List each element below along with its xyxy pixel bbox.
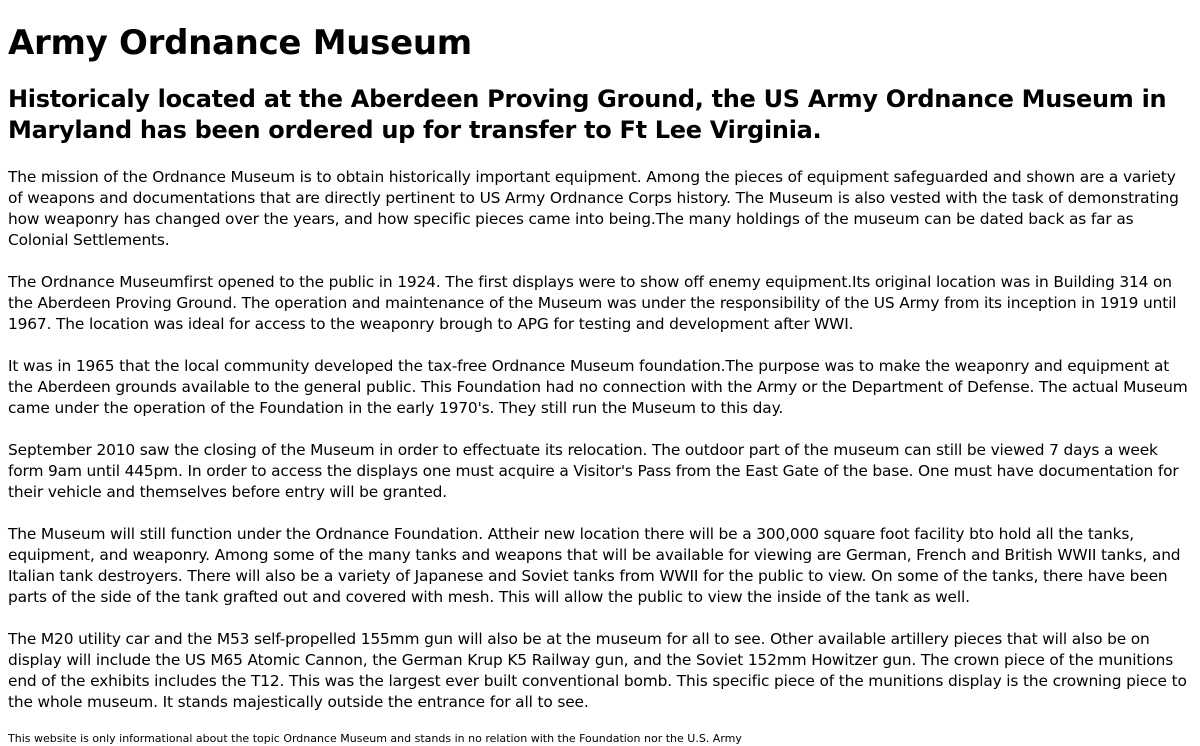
page-title: Army Ordnance Museum [8, 23, 472, 63]
footer-disclaimer: This website is only informational about the topic Ordnance Museum and stands in no relation with the Foundation nor the U.S. Army [8, 732, 742, 745]
paragraph-artillery: The M20 utility car and the M53 self-propelled 155mm gun will also be at the museum for all to see. Other available artillery pieces that will also be on display will include the US M65 Atomic Cannon, the German Krup K5 Railway gun, and the Soviet 152mm Howitzer gun. The crown piece of the munitions end of the exhibits includes the T12. This was the largest ever built conventional bomb. This specific piece of the munitions display is the crowning piece to the whole museum. It stands majestically outside the entrance for all to see. [8, 630, 1187, 711]
paragraph-closing: September 2010 saw the closing of the Museum in order to effectuate its relocation. The outdoor part of the museum can still be viewed 7 days a week form 9am until 445pm. In order to access the displays one must acquire a Visitor's Pass from the East Gate of the base. One must have documentation for their vehicle and themselves before entry will be granted. [8, 441, 1179, 501]
paragraph-history: The Ordnance Museumfirst opened to the public in 1924. The first displays were to show off enemy equipment.Its original location was in Building 314 on the Aberdeen Proving Ground. The operation and maintenance of the Museum was under the responsibility of the US Army from its inception in 1919 until 1967. The location was ideal for access to the weaponry brough to APG for testing and development after WWI. [8, 273, 1177, 333]
page-content [8, 0, 1192, 745]
paragraph-mission: The mission of the Ordnance Museum is to obtain historically important equipment. Among the pieces of equipment safeguarded and shown are a variety of weapons and documentations that are directly pertinent to US Army Ordnance Corps history. The Museum is also vested with the task of demonstrating how weaponry has changed over the years, and how specific pieces came into being.The many holdings of the museum can be dated back as far as Colonial Settlements. [8, 168, 1179, 249]
paragraph-new-location: The Museum will still function under the Ordnance Foundation. Attheir new location there will be a 300,000 square foot facility bto hold all the tanks, equipment, and weaponry. Among some of the many tanks and weapons that will be available for viewing are German, French and British WWII tanks, and Italian tank destroyers. There will also be a variety of Japanese and Soviet tanks from WWII for the public to view. On some of the tanks, there have been parts of the side of the tank grafted out and covered with mesh. This will allow the public to view the inside of the tank as well. [8, 525, 1181, 606]
paragraph-foundation: It was in 1965 that the local community developed the tax-free Ordnance Museum foundation.The purpose was to make the weaponry and equipment at the Aberdeen grounds available to the general public. This Foundation had no connection with the Army or the Department of Defense. The actual Museum came under the operation of the Foundation in the early 1970's. They still run the Museum to this day. [8, 357, 1188, 417]
page-subtitle: Historicaly located at the Aberdeen Proving Ground, the US Army Ordnance Museum in Maryland has been ordered up for transfer to Ft Lee Virginia. [8, 85, 1167, 144]
